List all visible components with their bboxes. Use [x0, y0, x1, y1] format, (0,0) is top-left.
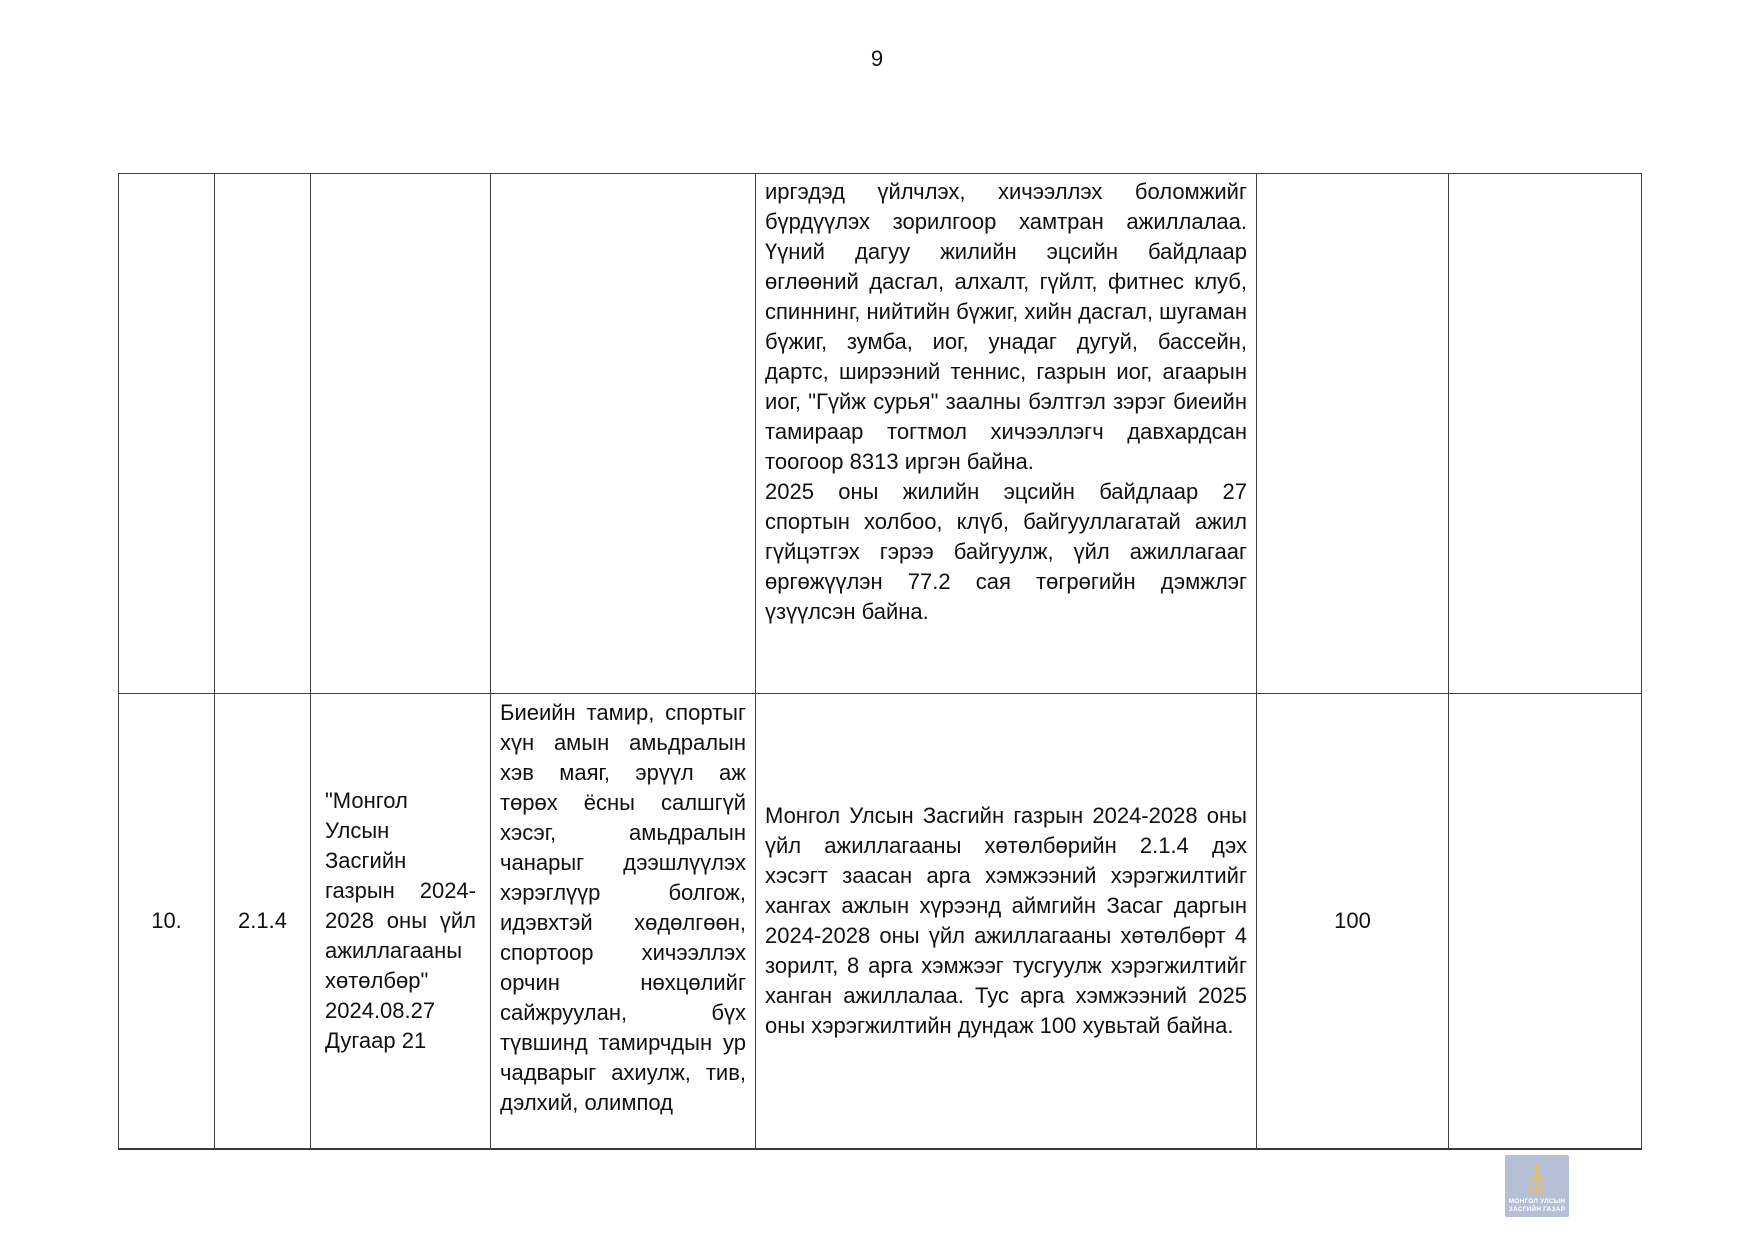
- cell-score-empty: [1257, 174, 1449, 694]
- cell-implementation-continued: [756, 174, 1257, 694]
- cell-clause-code: 2.1.4: [215, 694, 311, 1149]
- cell-score: 100: [1257, 694, 1449, 1149]
- cell-implementation-text: Монгол Улсын Засгийн газрын 2024-2028 оны үйл ажиллагааны хөтөлбөрийн 2.1.4 дэх хэсэгт заасан арга хэмжээний хэрэгжилтийг хангах ажлын хүрээнд аймгийн Засаг даргын 2024-2028 оны үйл ажиллагааны хөтөлбөрт 4 зорилт, 8 арга хэмжээг тусгуулж хэрэгжилтийг ханган ажиллалаа. Тус арга хэмжээний 2025 оны хэрэгжилтийн дундаж 100 хувьтай байна.: [756, 694, 1257, 1149]
- government-logo: [1505, 1155, 1569, 1217]
- table-row-10: [119, 694, 1642, 1149]
- logo-text: [1509, 1198, 1566, 1213]
- soyombo-icon: [1527, 1163, 1547, 1196]
- report-table: [118, 173, 1642, 1150]
- cell-row-number: 10.: [119, 694, 215, 1149]
- cell-measure-text: Биеийн тамир, спортыг хүн амын амьдралын хэв маяг, эрүүл аж төрөх ёсны салшгүй хэсэг, амьдралын чанарыг дээшлүүлэх хэрэглүүр болгож, идэвхтэй хөдөлгөөн, спортоор хичээллэх орчин нөхцөлийг сайжруулан, бүх түвшинд тамирчдын ур чадварыг ахиулж, тив, дэлхий, олимпод: [491, 694, 756, 1149]
- implementation-paragraph-1: иргэдэд үйлчлэх, хичээллэх боломжийг бүрдүүлэх зорилгоор хамтран ажиллалаа. Үүний дагуу жилийн эцсийн байдлаар өглөөний дасгал, алхалт, гүйлт, фитнес клуб, спиннинг, нийтийн бүжиг, хийн дасгал, шугаман бүжиг, зумба, иог, унадаг дугуй, бассейн, дартс, ширээний теннис, газрын иог, агаарын иог, "Гүйж сурья" заалны бэлтгэл зэрэг биеийн тамираар тогтмол хичээллэгч давхардсан тоогоор 8313 иргэн байна.: [765, 179, 1248, 474]
- cell-notes-empty: [1449, 174, 1642, 694]
- cell-clause-code-empty: [215, 174, 311, 694]
- cell-row-number-empty: [119, 174, 215, 694]
- implementation-paragraph-2: 2025 оны жилийн эцсийн байдлаар 27 спортын холбоо, клүб, байгууллагатай ажил гүйцэтгэх гэрээ байгуулж, үйл ажиллагааг өргөжүүлэн 77.2 сая төгрөгийн дэмжлэг үзүүлсэн байна.: [765, 479, 1247, 624]
- logo-text-line2: ЗАСГИЙН ГАЗАР: [1508, 1205, 1566, 1213]
- logo-text-line1: МОНГОЛ УЛСЫН: [1508, 1198, 1566, 1205]
- cell-program-title-empty: [311, 174, 491, 694]
- cell-notes-empty: [1449, 694, 1642, 1149]
- cell-program-title: "Монгол Улсын Засгийн газрын 2024-2028 оны үйл ажиллагааны хөтөлбөр" 2024.08.27 Дугаар 21: [311, 694, 491, 1149]
- table-row-continuation: [119, 174, 1642, 694]
- page-number: 9: [870, 46, 884, 71]
- cell-measure-empty: [491, 174, 756, 694]
